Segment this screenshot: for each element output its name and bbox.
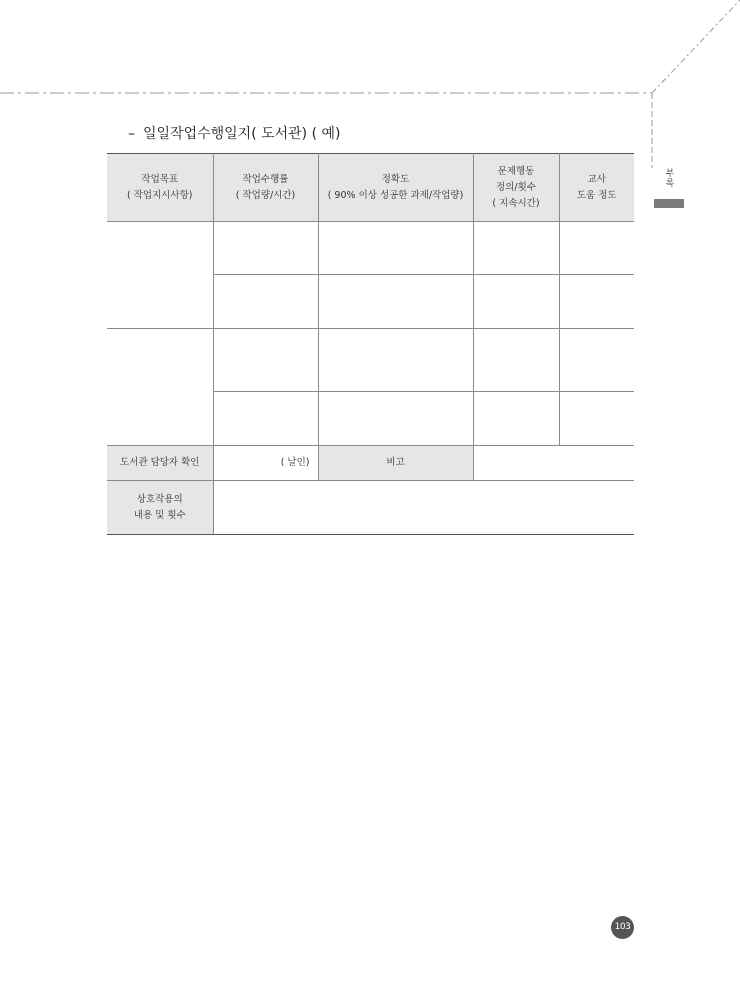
table-cell <box>559 275 634 329</box>
appendix-tab-bar <box>654 199 684 208</box>
table-cell <box>559 222 634 275</box>
table-cell <box>213 275 318 329</box>
remarks-value <box>473 446 634 481</box>
table-cell <box>213 392 318 446</box>
header-row <box>107 154 634 222</box>
goal-cell <box>107 329 213 446</box>
daily-work-log-table <box>107 153 634 535</box>
goal-cell <box>107 222 213 329</box>
page-number-badge: 103 <box>611 916 634 939</box>
seal-label: ( 날인) <box>213 446 318 481</box>
header-teacher-help: 교사 도움 정도 <box>559 154 634 222</box>
table-cell <box>473 392 559 446</box>
table-cell <box>559 392 634 446</box>
librarian-confirm-row <box>107 446 634 481</box>
table-cell <box>473 222 559 275</box>
librarian-confirm-label: 도서관 담당자 확인 <box>107 446 213 481</box>
table-cell <box>473 275 559 329</box>
table-cell <box>213 329 318 392</box>
table-cell <box>318 222 473 275</box>
table-row <box>107 329 634 392</box>
header-goal: 작업목표 ( 작업지시사항) <box>107 154 213 222</box>
appendix-side-tab <box>654 167 686 217</box>
header-accuracy: 정확도 ( 90% 이상 성공한 과제/작업량) <box>318 154 473 222</box>
table-cell <box>318 329 473 392</box>
remarks-label: 비고 <box>318 446 473 481</box>
interaction-row <box>107 481 634 535</box>
table-cell <box>559 329 634 392</box>
appendix-tab-label: 부록 <box>665 169 675 189</box>
table-cell <box>473 329 559 392</box>
table-cell <box>213 222 318 275</box>
table-cell <box>318 275 473 329</box>
title-dash: – <box>128 126 135 142</box>
interaction-value <box>213 481 634 535</box>
header-problem-behavior: 문제행동 정의/횟수 ( 지속시간) <box>473 154 559 222</box>
title-text: 일일작업수행일지( 도서관) ( 예) <box>143 126 341 142</box>
table-cell <box>318 392 473 446</box>
header-performance: 작업수행률 ( 작업량/시간) <box>213 154 318 222</box>
interaction-label: 상호작용의 내용 및 횟수 <box>107 481 213 535</box>
page-title <box>128 123 341 143</box>
table-row <box>107 222 634 275</box>
